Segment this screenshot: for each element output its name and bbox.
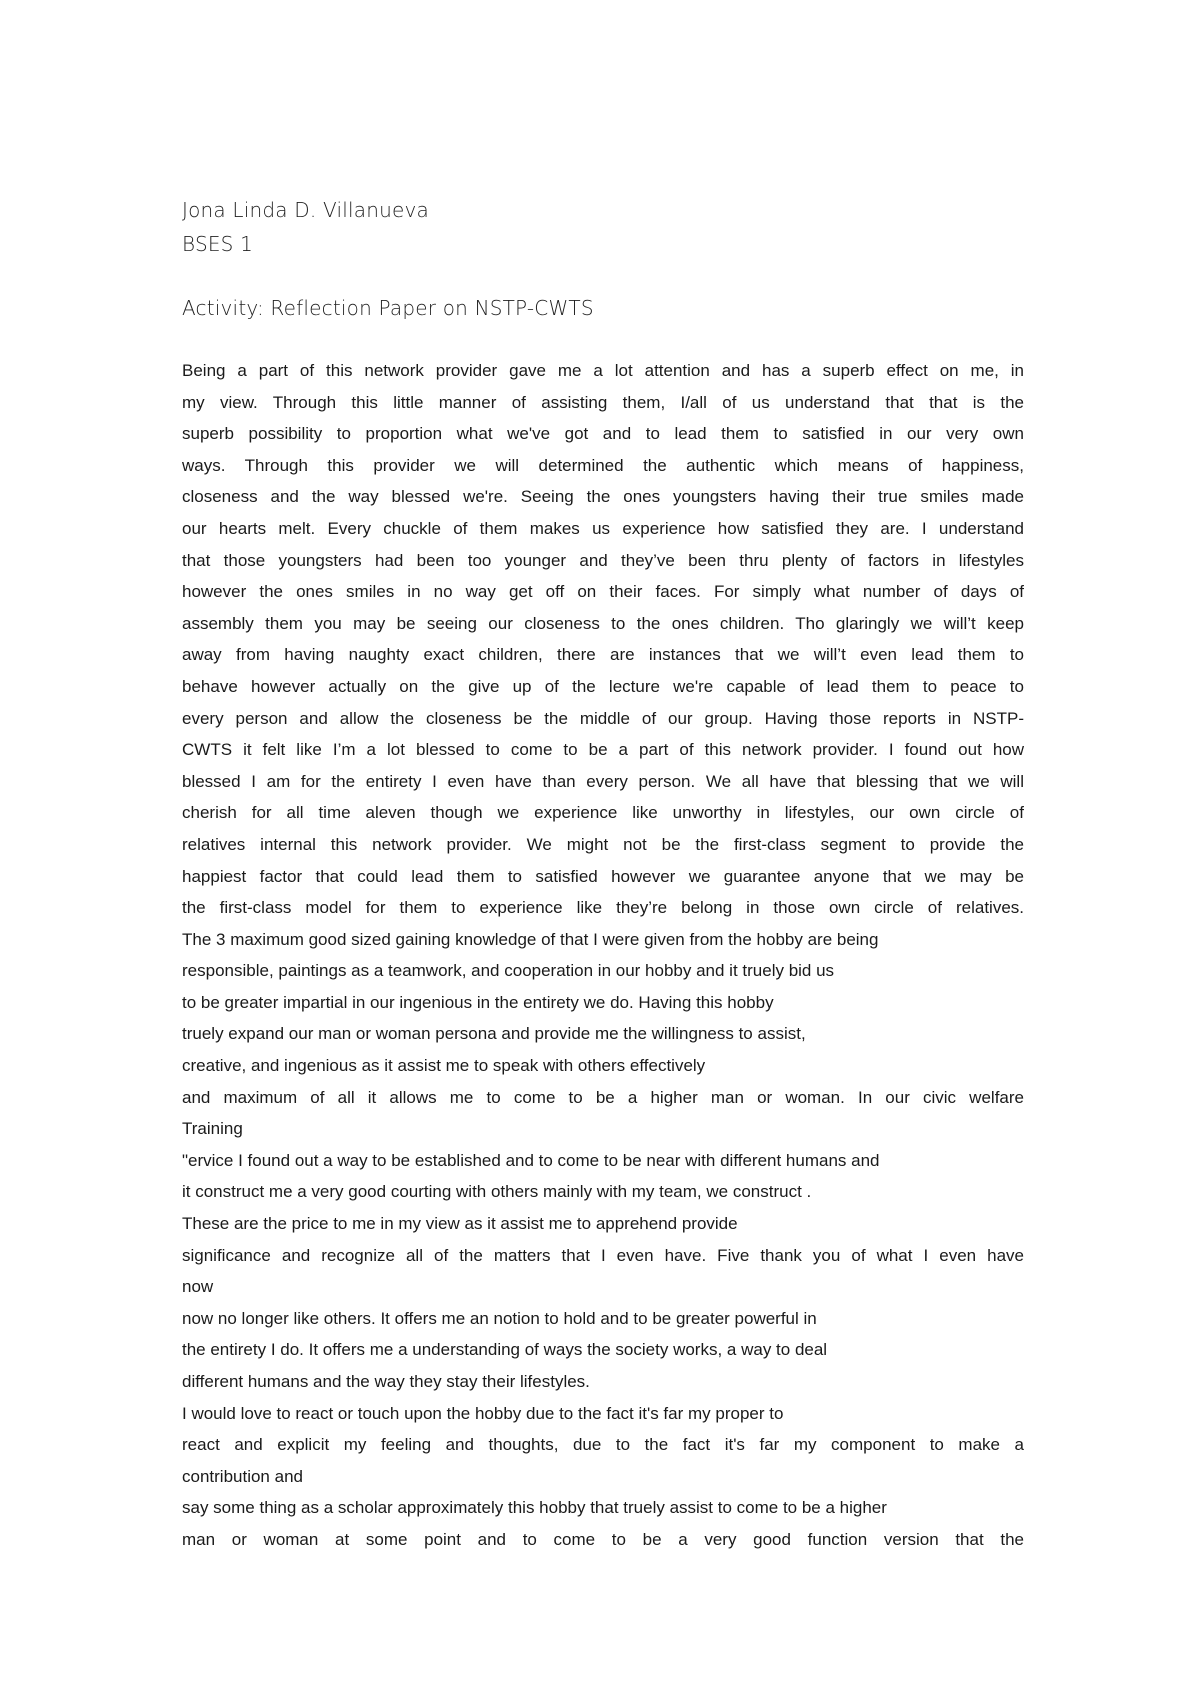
body-line: now no longer like others. It offers me an notion to hold and to be greater powerful in <box>182 1308 817 1328</box>
body-line: truely expand our man or woman persona and provide me the willingness to assist, <box>182 1024 806 1044</box>
body-line: happiest factor that could lead them to satisfied however we guarantee anyone that we may be <box>182 866 1024 886</box>
body-line: that those youngsters had been too younger and they’ve been thru plenty of factors in lifestyles <box>182 550 1024 570</box>
header-spacer <box>182 261 594 291</box>
body-line: behave however actually on the give up of the lecture we're capable of lead them to peace to <box>182 676 1024 696</box>
course-label: BSES 1 <box>182 232 254 256</box>
body-line: my view. Through this little manner of assisting them, I/all of us understand that that is the <box>182 392 1024 412</box>
body-line: react and explicit my feeling and thoughts, due to the fact it's far my component to make a <box>182 1435 1024 1455</box>
body-line: creative, and ingenious as it assist me to speak with others effectively <box>182 1056 706 1076</box>
body-line: contribution and <box>182 1466 303 1486</box>
reflection-body <box>182 355 1024 1556</box>
body-line: our hearts melt. Every chuckle of them makes us experience how satisfied they are. I understand <box>182 518 1024 538</box>
body-line: however the ones smiles in no way get off on their faces. For simply what number of days of <box>182 582 1024 602</box>
body-line: The 3 maximum good sized gaining knowledge of that I were given from the hobby are being <box>182 929 879 949</box>
body-line: significance and recognize all of the matters that I even have. Five thank you of what I even have <box>182 1245 1024 1265</box>
author-name: Jona Linda D. Villanueva <box>182 198 429 222</box>
body-line: different humans and the way they stay their lifestyles. <box>182 1372 590 1391</box>
body-line: now <box>182 1277 214 1297</box>
body-line: away from having naughty exact children, there are instances that we will’t even lead them to <box>182 645 1024 665</box>
body-line: Training <box>182 1119 243 1139</box>
body-line: "ervice I found out a way to be established and to come to be near with different humans and <box>182 1150 880 1170</box>
body-line: to be greater impartial in our ingenious in the entirety we do. Having this hobby <box>182 992 774 1012</box>
body-line: and maximum of all it allows me to come to be a higher man or woman. In our civic welfare <box>182 1087 1024 1107</box>
body-line: it construct me a very good courting with others mainly with my team, we construct . <box>182 1182 812 1202</box>
document-header <box>182 193 594 325</box>
body-line: closeness and the way blessed we're. Seeing the ones youngsters having their true smiles made <box>182 487 1024 507</box>
body-line: every person and allow the closeness be the middle of our group. Having those reports in NSTP- <box>182 708 1024 728</box>
body-line: the entirety I do. It offers me a understanding of ways the society works, a way to deal <box>182 1340 828 1360</box>
body-line: I would love to react or touch upon the hobby due to the fact it's far my proper to <box>182 1403 784 1423</box>
body-line: Being a part of this network provider gave me a lot attention and has a superb effect on me, in <box>182 361 1024 380</box>
body-line: CWTS it felt like I’m a lot blessed to come to be a part of this network provider. I found out how <box>182 740 1024 760</box>
body-line: the first-class model for them to experience like they’re belong in those own circle of relatives. <box>182 898 1024 918</box>
body-line: These are the price to me in my view as it assist me to apprehend provide <box>182 1214 738 1234</box>
body-line: ways. Through this provider we will determined the authentic which means of happiness, <box>182 455 1024 475</box>
body-line: blessed I am for the entirety I even have than every person. We all have that blessing that we will <box>182 771 1024 791</box>
activity-title: Activity: Reflection Paper on NSTP-CWTS <box>182 296 594 320</box>
body-line: responsible, paintings as a teamwork, and cooperation in our hobby and it truely bid us <box>182 961 835 981</box>
body-line: assembly them you may be seeing our closeness to the ones children. Tho glaringly we will’t keep <box>182 613 1024 633</box>
body-line: man or woman at some point and to come to be a very good function version that the <box>182 1529 1024 1549</box>
body-line: superb possibility to proportion what we've got and to lead them to satisfied in our very own <box>182 424 1024 444</box>
body-line: cherish for all time aleven though we experience like unworthy in lifestyles, our own circle of <box>182 803 1024 823</box>
body-line: say some thing as a scholar approximately this hobby that truely assist to come to be a higher <box>182 1498 887 1518</box>
body-line: relatives internal this network provider. We might not be the first-class segment to provide the <box>182 834 1024 854</box>
